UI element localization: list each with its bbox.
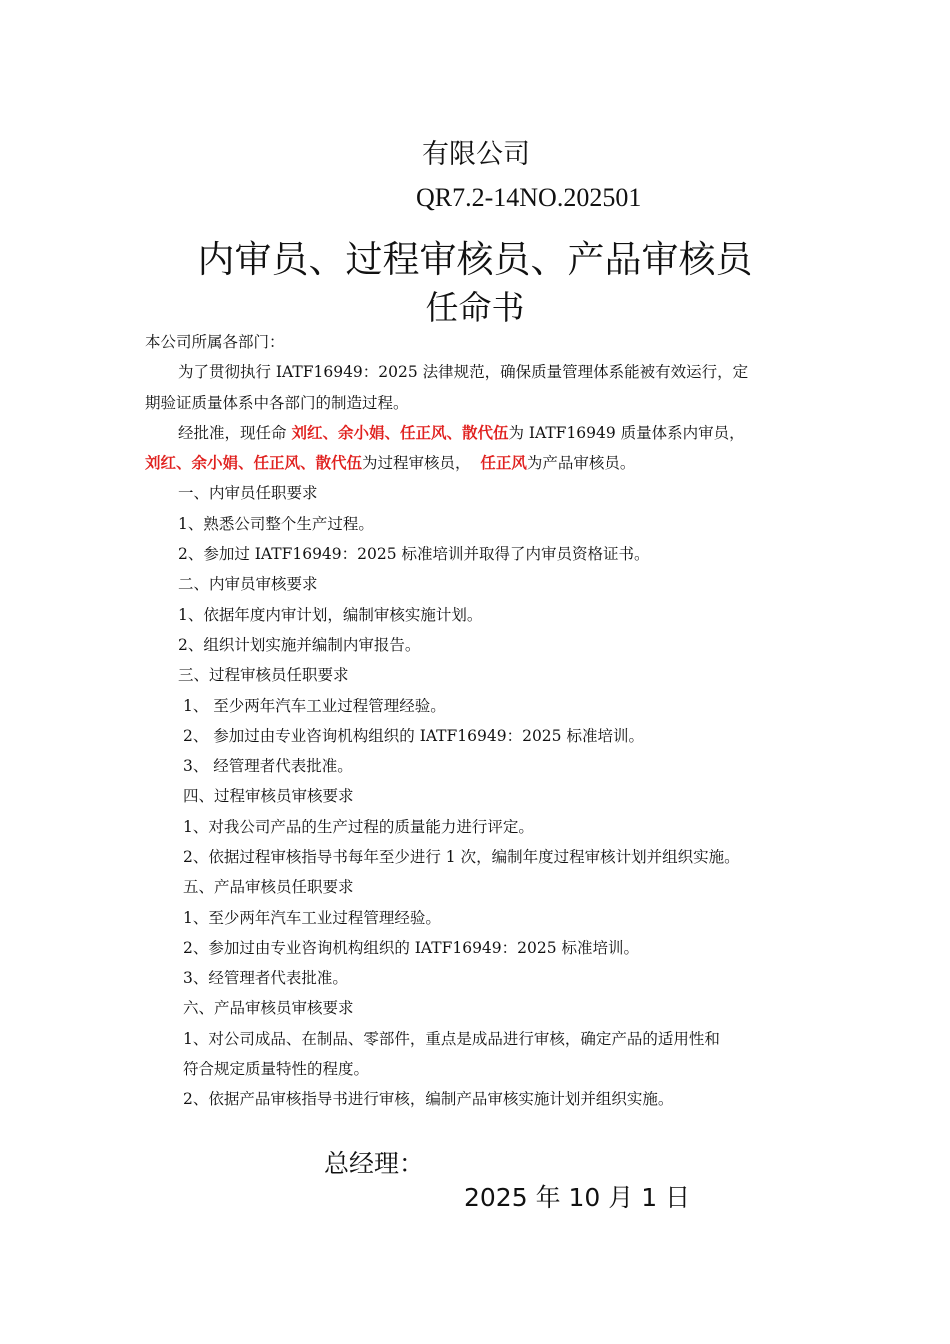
section-heading: 一、内审员任职要求 xyxy=(178,484,318,502)
section-heading: 五、产品审核员任职要求 xyxy=(183,878,354,896)
paragraph-appointment-line2 xyxy=(145,453,635,473)
document-title-line2: 任命书 xyxy=(425,288,525,327)
process-auditor-names: 刘红、余小娟、任正风、散代伍 xyxy=(145,453,363,472)
section-heading: 六、产品审核员审核要求 xyxy=(183,999,354,1017)
product-auditor-role: 为产品审核员。 xyxy=(526,454,636,472)
section-item: 2、依据产品审核指导书进行审核，编制产品审核实施计划并组织实施。 xyxy=(183,1090,674,1108)
section-heading: 四、过程审核员审核要求 xyxy=(183,787,354,805)
product-auditor-name: 任正风 xyxy=(480,453,527,472)
paragraph-appointment-line1 xyxy=(178,423,745,443)
section-heading: 二、内审员审核要求 xyxy=(178,575,318,593)
signing-date: 2025 年 10 月 1 日 xyxy=(464,1183,691,1212)
section-item: 2、参加过由专业咨询机构组织的 IATF16949：2025 标准培训。 xyxy=(183,939,640,957)
paragraph-purpose-line1: 为了贯彻执行 IATF16949：2025 法律规范，确保质量管理体系能被有效运行，定 xyxy=(178,363,749,381)
appointment-prefix: 经批准，现任命 xyxy=(178,424,292,442)
internal-auditor-names: 刘红、余小娟、任正风、散代伍 xyxy=(291,423,509,442)
appointment-suffix: 为 IATF16949 质量体系内审员， xyxy=(508,424,745,442)
company-name: 有限公司 xyxy=(422,139,530,170)
section-item: 2、参加过 IATF16949：2025 标准培训并取得了内审员资格证书。 xyxy=(178,545,650,563)
process-auditor-role: 为过程审核员， xyxy=(362,454,481,472)
section-item: 2、组织计划实施并编制内审报告。 xyxy=(178,636,421,654)
section-heading: 三、过程审核员任职要求 xyxy=(178,666,349,684)
salutation: 本公司所属各部门： xyxy=(145,333,285,351)
section-item-continuation: 符合规定质量特性的程度。 xyxy=(183,1060,370,1078)
section-item: 2、依据过程审核指导书每年至少进行 1 次，编制年度过程审核计划并组织实施。 xyxy=(183,848,740,866)
paragraph-purpose-line2: 期验证质量体系中各部门的制造过程。 xyxy=(145,394,409,412)
section-item: 1、至少两年汽车工业过程管理经验。 xyxy=(183,909,441,927)
section-item: 1、 至少两年汽车工业过程管理经验。 xyxy=(183,697,446,715)
section-item: 2、 参加过由专业咨询机构组织的 IATF16949：2025 标准培训。 xyxy=(183,727,644,745)
section-item: 1、对我公司产品的生产过程的质量能力进行评定。 xyxy=(183,818,534,836)
section-item: 1、依据年度内审计划，编制审核实施计划。 xyxy=(178,606,483,624)
document-number: QR7.2-14NO.202501 xyxy=(416,183,642,212)
section-item: 3、 经管理者代表批准。 xyxy=(183,757,353,775)
document-title-line1: 内审员、过程审核员、产品审核员 xyxy=(197,238,753,281)
section-item: 3、经管理者代表批准。 xyxy=(183,969,348,987)
signatory-label: 总经理： xyxy=(324,1149,425,1178)
section-item: 1、熟悉公司整个生产过程。 xyxy=(178,515,374,533)
section-item: 1、对公司成品、在制品、零部件，重点是成品进行审核，确定产品的适用性和 xyxy=(183,1030,720,1048)
